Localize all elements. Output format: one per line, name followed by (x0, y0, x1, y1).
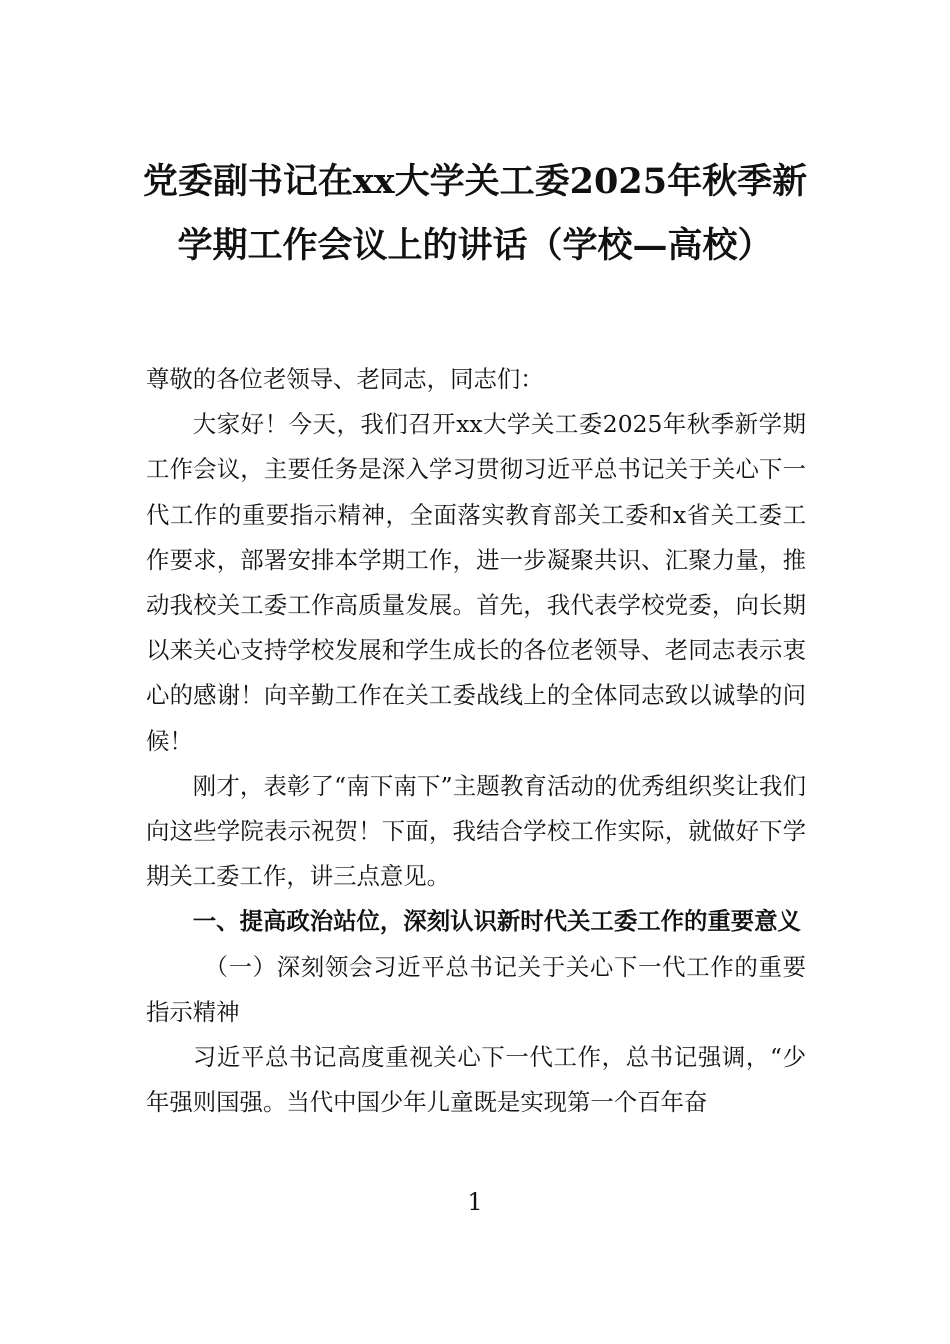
salutation: 尊敬的各位老领导、老同志，同志们： (146, 365, 544, 393)
paragraph-opening: 大家好！今天，我们召开xx大学关工委2025年秋季新学期工作会议，主要任务是深入学习贯彻习近平总书记关于关心下一代工作的重要指示精神，全面落实教育部关工委和x省关工委工作要求，部署安排本学期工作，进一步凝聚共识、汇聚力量，推动我校关工委工作高质量发展。首先，我代表学校党委，向长期以来关心支持学校发展和学生成长的各位老领导、老同志表示衷心的感谢！向辛勤工作在关工委战线上的全体同志致以诚挚的问候！ (146, 410, 806, 755)
page-number: 1 (467, 1188, 483, 1216)
paragraph-instructions: 习近平总书记高度重视关心下一代工作，总书记强调，“少年强则国强。当代中国少年儿童既是实现第一个百年奋 (146, 1043, 806, 1117)
paragraph-commendation: 刚才，表彰了“南下南下”主题教育活动的优秀组织奖让我们向这些学院表示祝贺！下面，我结合学校工作实际，就做好下学期关工委工作，讲三点意见。 (146, 771, 806, 891)
title-line-2: 学期工作会议上的讲话（学校—高校） (177, 225, 773, 266)
document-title (100, 150, 850, 278)
section-heading-1: 一、提高政治站位，深刻认识新时代关工委工作的重要意义 (192, 907, 801, 936)
subsection-heading-1: （一）深刻领会习近平总书记关于关心下一代工作的重要指示精神 (146, 952, 806, 1026)
document-body (146, 357, 806, 1125)
title-line-1: 党委副书记在xx大学关工委2025年秋季新 (142, 161, 808, 202)
